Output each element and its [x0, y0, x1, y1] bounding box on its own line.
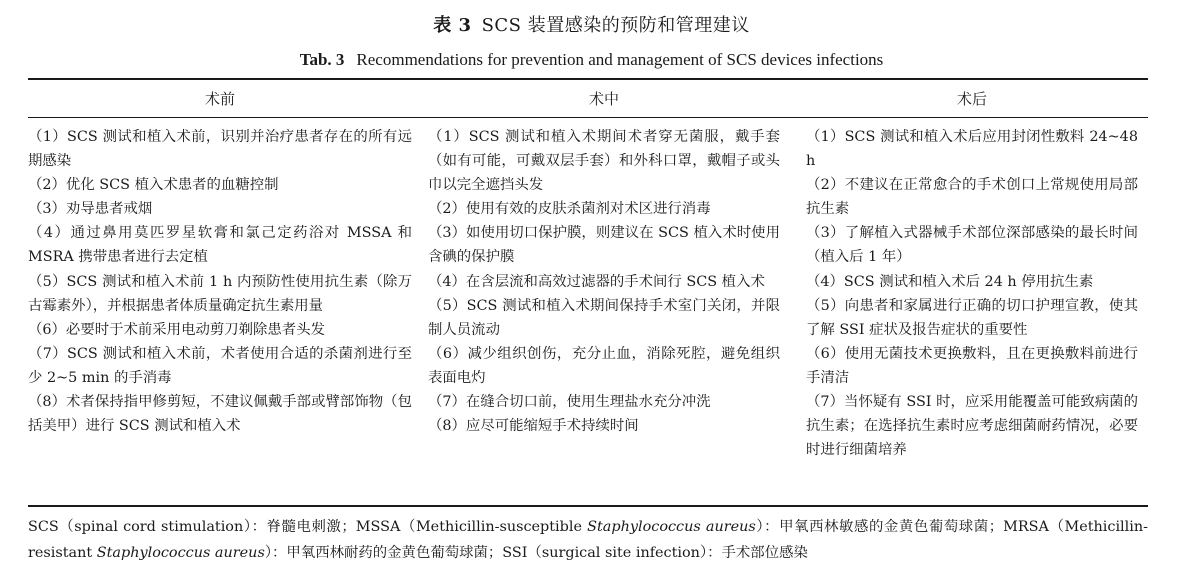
footnote-part: SCS（spinal cord stimulation）：脊髓电刺激；MSSA（Methicillin-susceptible	[28, 519, 588, 535]
column-preop	[28, 125, 412, 438]
column-header-postop: 术后	[956, 90, 987, 108]
footnote-italic-species: Staphylococcus aureus	[96, 545, 265, 561]
caption-en-text: Recommendations for prevention and management of SCS devices infections	[356, 50, 884, 69]
footnote-part: ）：甲氧西林耐药的金黄色葡萄球菌；SSI（surgical site infection）：手术部位感染	[264, 545, 808, 561]
list-item: （3）了解植入式器械手术部位深部感染的最长时间（植入后 1 年）	[806, 225, 1138, 266]
list-item: （7）SCS 测试和植入术前，术者使用合适的杀菌剂进行至少 2~5 min 的手消毒	[28, 345, 412, 386]
table-caption-en	[0, 48, 1183, 72]
column-postop	[806, 125, 1138, 462]
column-header-preop: 术前	[204, 90, 235, 108]
table-footnote	[28, 514, 1148, 566]
column-header-intraop: 术中	[588, 90, 619, 108]
list-item: （4）在含层流和高效过滤器的手术间行 SCS 植入术	[428, 273, 765, 290]
column-intraop	[428, 125, 780, 438]
footnote-part: ）：甲氧西林敏感的金黄色葡萄球菌；MRSA（Methicillin-resistant	[28, 519, 1148, 561]
list-item: （6）必要时于术前采用电动剪刀剃除患者头发	[28, 321, 325, 338]
list-item: （2）不建议在正常愈合的手术创口上常规使用局部抗生素	[806, 177, 1138, 218]
list-item: （2）使用有效的皮肤杀菌剂对术区进行消毒	[428, 201, 711, 218]
list-item: （1）SCS 测试和植入术期间术者穿无菌服，戴手套（如有可能，可戴双层手套）和外科口罩，戴帽子或头巾以完全遮挡头发	[428, 129, 780, 194]
list-item: （3）如使用切口保护膜，则建议在 SCS 植入术时使用含碘的保护膜	[428, 225, 780, 266]
list-item: （4）SCS 测试和植入术后 24 h 停用抗生素	[806, 273, 1094, 290]
list-item: （2）优化 SCS 植入术患者的血糖控制	[28, 177, 279, 194]
list-item: （8）应尽可能缩短手术持续时间	[428, 418, 639, 435]
list-item: （8）术者保持指甲修剪短，不建议佩戴手部或臂部饰物（包括美甲）进行 SCS 测试和植入术	[28, 394, 412, 435]
caption-cn-label: 表 3	[433, 15, 472, 36]
list-item: （1）SCS 测试和植入术后应用封闭性敷料 24~48 h	[806, 129, 1138, 170]
list-item: （1）SCS 测试和植入术前，识别并治疗患者存在的所有远期感染	[28, 129, 412, 170]
caption-en-label: Tab. 3	[299, 50, 345, 69]
list-item: （5）SCS 测试和植入术期间保持手术室门关闭，并限制人员流动	[428, 297, 780, 338]
table-caption-cn	[0, 14, 1183, 38]
table-top-rule	[28, 78, 1148, 80]
list-item: （6）使用无菌技术更换敷料，且在更换敷料前进行手清洁	[806, 345, 1138, 386]
caption-cn-text: SCS 装置感染的预防和管理建议	[481, 15, 750, 36]
table-header-rule	[28, 117, 1148, 118]
list-item: （3）劝导患者戒烟	[28, 201, 153, 218]
list-item: （7）在缝合切口前，使用生理盐水充分冲洗	[428, 394, 711, 411]
list-item: （5）向患者和家属进行正确的切口护理宣教，使其了解 SSI 症状及报告症状的重要性	[806, 297, 1138, 338]
list-item: （6）减少组织创伤，充分止血，消除死腔，避免组织表面电灼	[428, 345, 780, 386]
footnote-italic-species: Staphylococcus aureus	[587, 519, 756, 535]
table-bottom-rule	[28, 505, 1148, 507]
list-item: （5）SCS 测试和植入术前 1 h 内预防性使用抗生素（除万古霉素外），并根据患者体质量确定抗生素用量	[28, 273, 412, 314]
list-item: （4）通过鼻用莫匹罗星软膏和氯己定药浴对 MSSA 和 MSRA 携带患者进行去定植	[28, 225, 412, 266]
list-item: （7）当怀疑有 SSI 时，应采用能覆盖可能致病菌的抗生素；在选择抗生素时应考虑细菌耐药情况，必要时进行细菌培养	[806, 394, 1138, 459]
